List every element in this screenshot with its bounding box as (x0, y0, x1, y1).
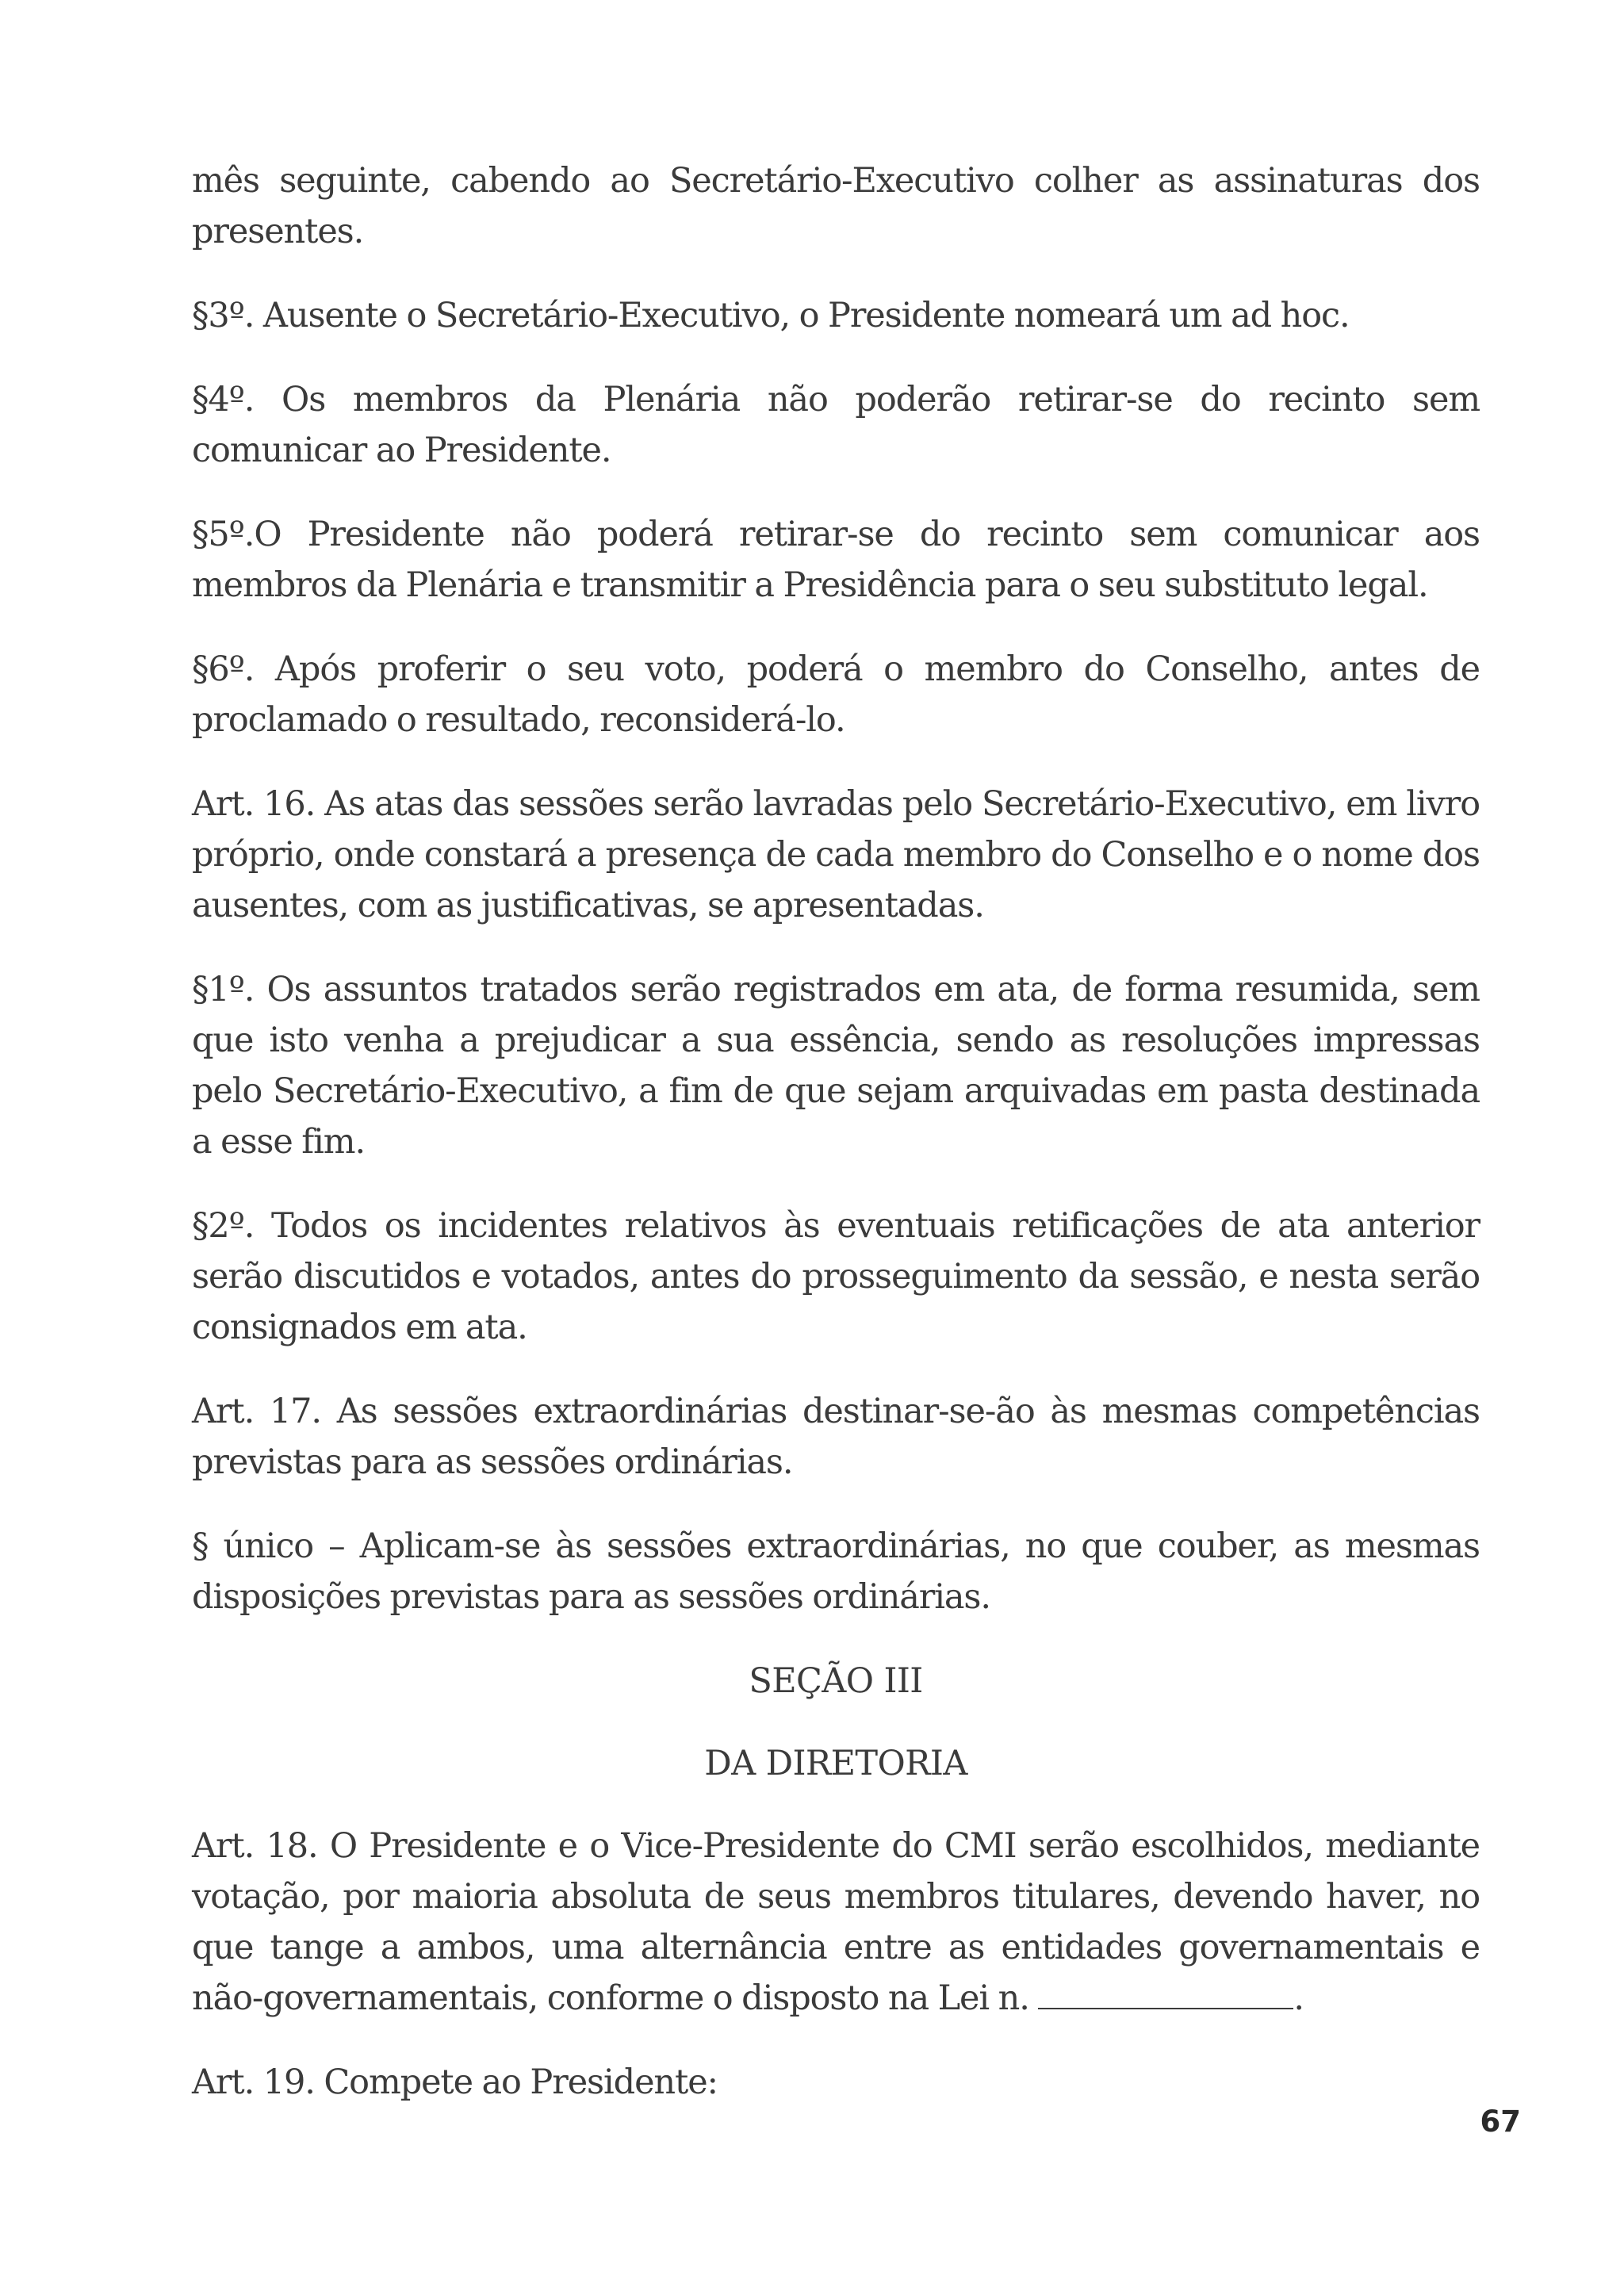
paragraph-art19: Art. 19. Compete ao Presidente: (192, 2062, 718, 2102)
paragraph-art16-par1: §1º. Os assuntos tratados serão registrados em ata, de forma resumida, sem que isto venha a prejudicar a sua essência, sendo as resoluções impressas pelo Secretário-Executivo, a fim de que sejam arquivadas em pasta destinada a esse fim. (192, 970, 1480, 1162)
section-heading: SEÇÃO III (749, 1661, 923, 1701)
paragraph-art17-sole: § único – Aplicam-se às sessões extraordinárias, no que couber, as mesmas disposições previstas para as sessões ordinárias. (192, 1526, 1480, 1617)
section-title: DA DIRETORIA (704, 1744, 967, 1783)
paragraph-par3: §3º. Ausente o Secretário-Executivo, o Presidente nomeará um ad hoc. (192, 296, 1350, 335)
paragraph-art16-par2: §2º. Todos os incidentes relativos às eventuais retificações de ata anterior serão discutidos e votados, antes do prosseguimento da sessão, e nesta serão consignados em ata. (192, 1206, 1480, 1347)
paragraph-art16: Art. 16. As atas das sessões serão lavradas pelo Secretário-Executivo, em livro próprio, onde constará a presença de cada membro do Conselho e o nome dos ausentes, com as justificativas, se apresentadas. (192, 784, 1480, 925)
paragraph-art18 (192, 1821, 1480, 2024)
page-number: 67 (1480, 2105, 1521, 2139)
paragraph-par4: §4º. Os membros da Plenária não poderão retirar-se do recinto sem comunicar ao Presidente. (192, 380, 1480, 470)
paragraph-par5: §5º.O Presidente não poderá retirar-se do recinto sem comunicar aos membros da Plenária e transmitir a Presidência para o seu substituto legal. (192, 515, 1480, 605)
paragraph-par6: §6º. Após proferir o seu voto, poderá o membro do Conselho, antes de proclamado o resultado, reconsiderá-lo. (192, 649, 1480, 740)
document-body (192, 155, 1480, 2141)
paragraph-continuation: mês seguinte, cabendo ao Secretário-Executivo colher as assinaturas dos presentes. (192, 161, 1480, 251)
paragraph-art18-period: . (1293, 1978, 1304, 2018)
paragraph-art17: Art. 17. As sessões extraordinárias destinar-se-ão às mesmas competências previstas para as sessões ordinárias. (192, 1392, 1480, 1482)
law-number-blank (1038, 1977, 1293, 2009)
paragraph-art18-text: Art. 18. O Presidente e o Vice-Presidente do CMI serão escolhidos, mediante votação, por maioria absoluta de seus membros titulares, devendo haver, no que tange a ambos, uma alternância entre as entidades governamentais e não-governamentais, conforme o disposto na Lei n. (192, 1826, 1480, 2018)
